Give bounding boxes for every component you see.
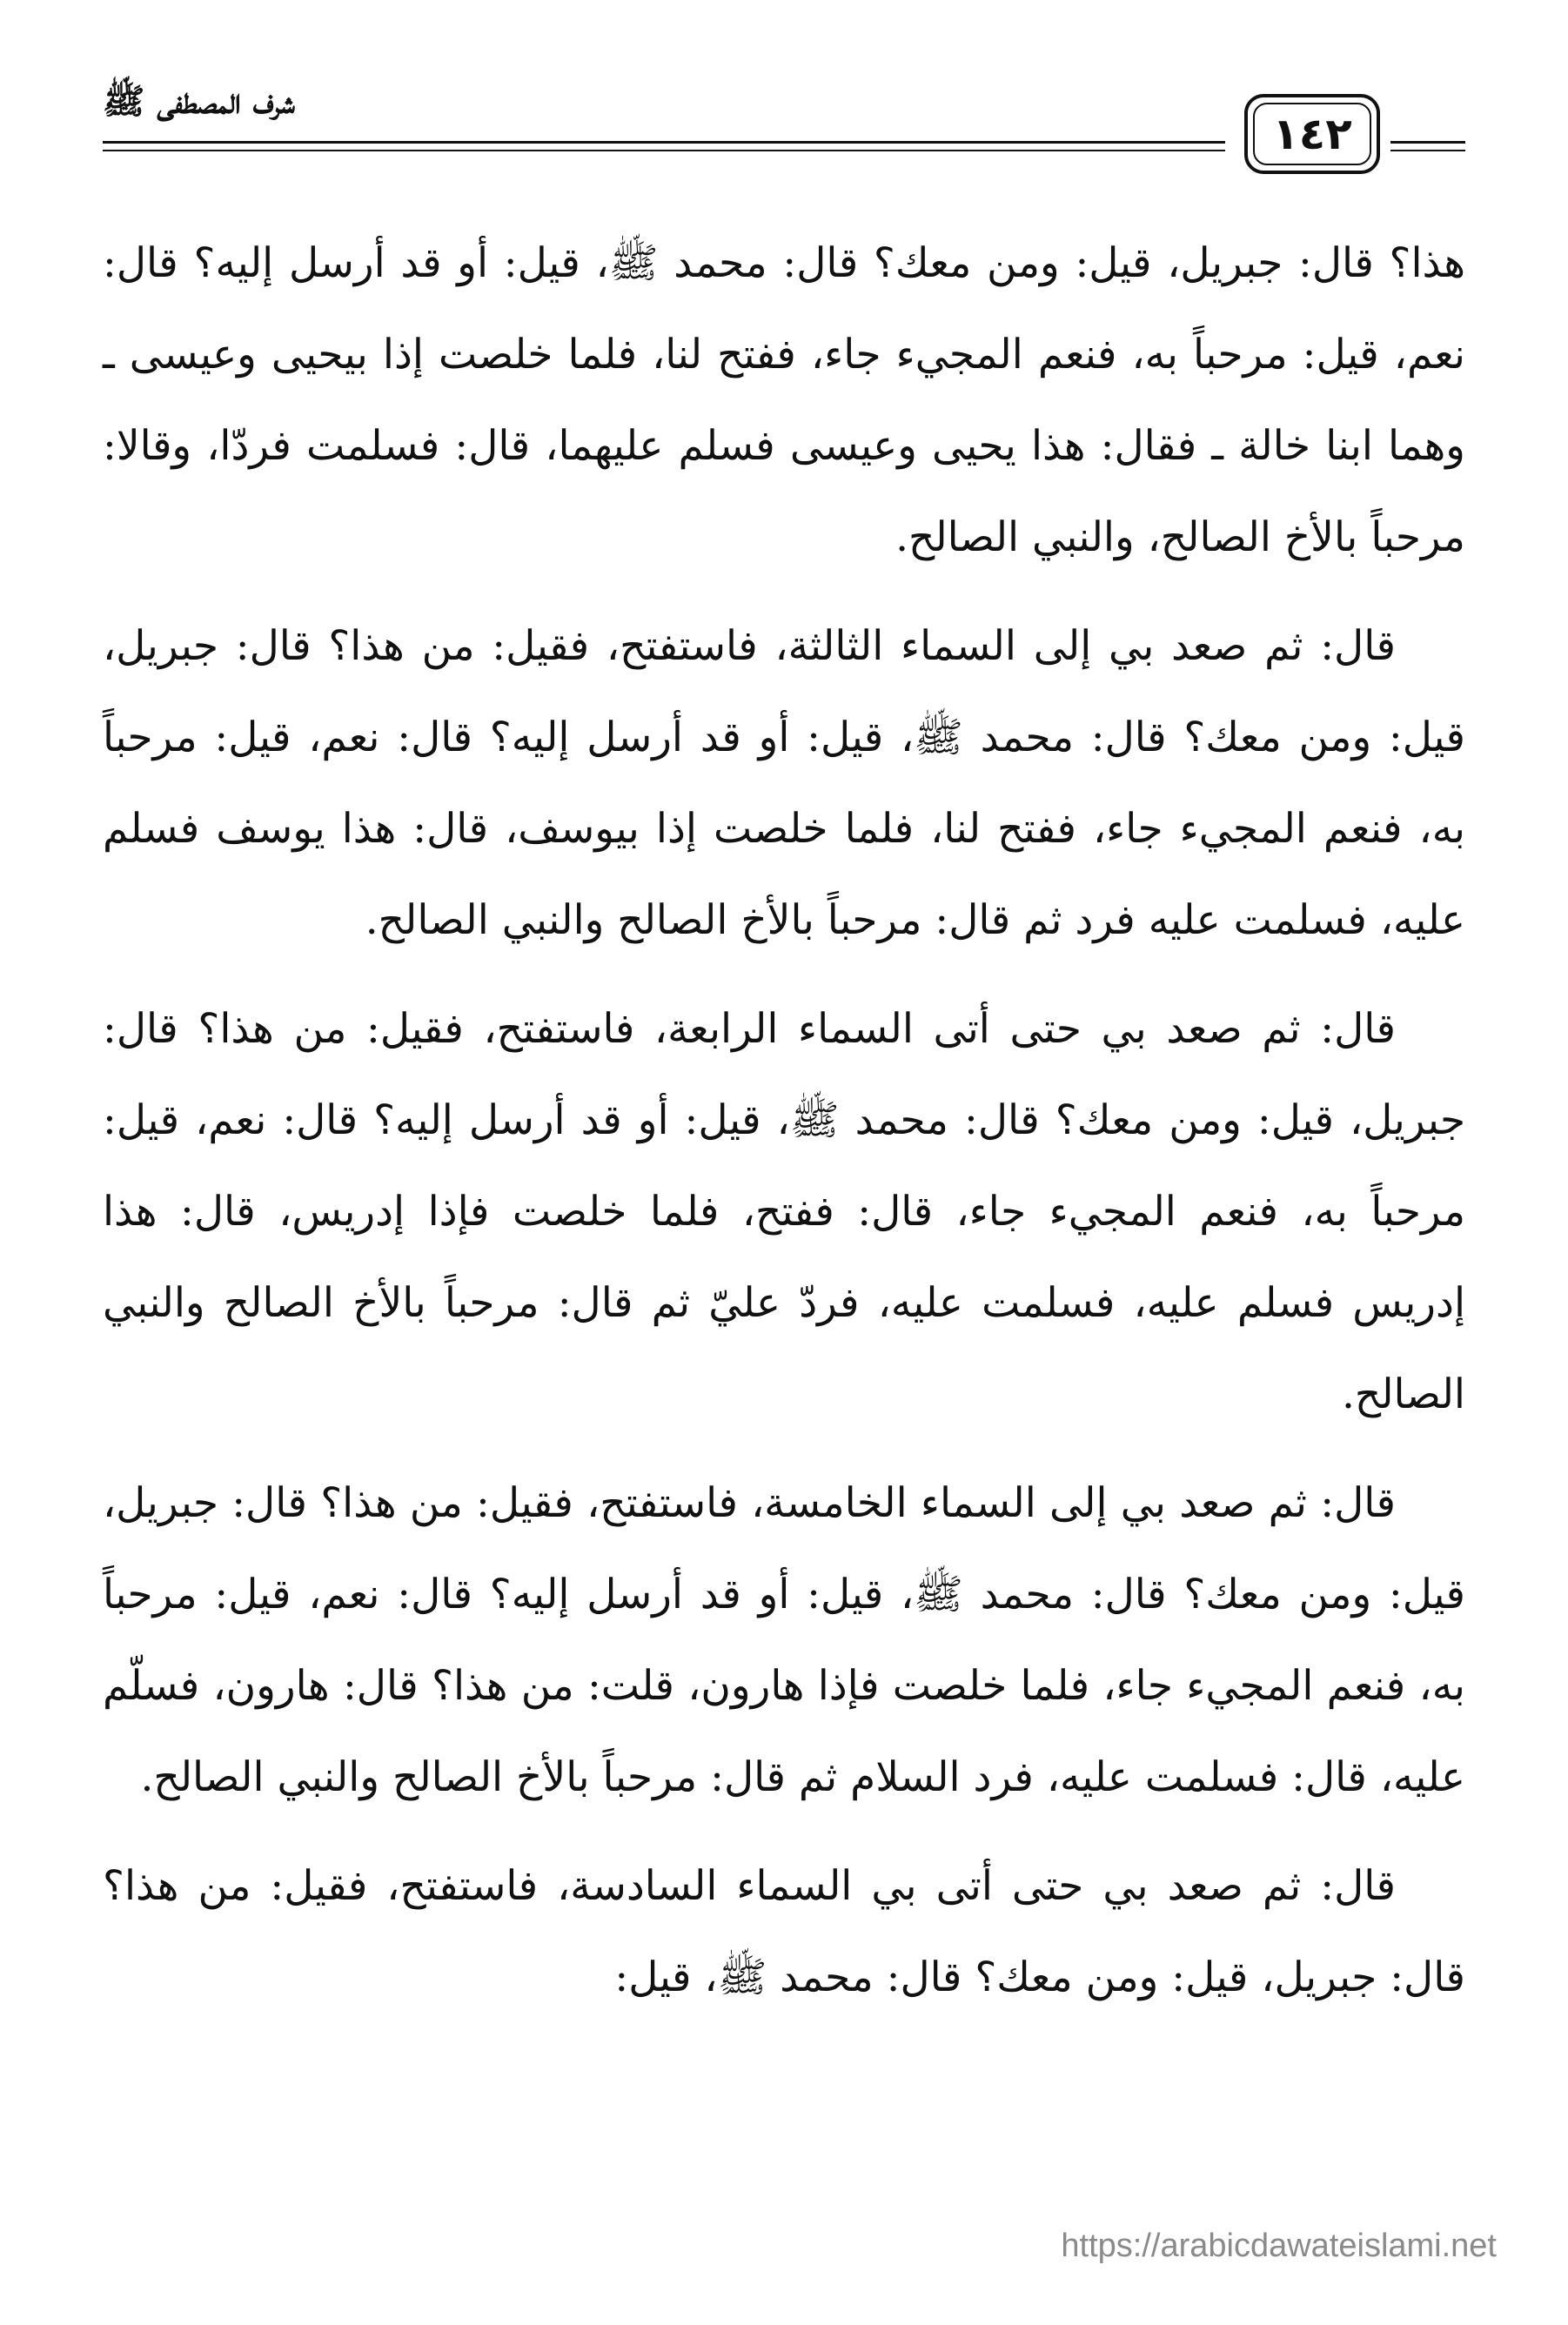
paragraph: هذا؟ قال: جبريل، قيل: ومن معك؟ قال: محمد ﷺ، قيل: أو قد أرسل إليه؟ قال: نعم، قيل: مرحباً به، فنعم المجيء جاء، ففتح لنا، فلما خلصت إذا بيحيى وعيسى ـ وهما ابنا خالة ـ فقال: هذا يحيى وعيسى فسلم عليهما، قال: فسلمت فردّا، وقالا: مرحباً بالأخ الصالح، والنبي الصالح. xyxy=(103,239,1465,561)
paragraph: قال: ثم صعد بي إلى السماء الثالثة، فاستفتح، فقيل: من هذا؟ قال: جبريل، قيل: ومن معك؟ قال: محمد ﷺ، قيل: أو قد أرسل إليه؟ قال: نعم، قيل: مرحباً به، فنعم المجيء جاء، ففتح لنا، فلما خلصت إذا بيوسف، قال: هذا يوسف فسلم عليه، فسلمت عليه فرد ثم قال: مرحباً بالأخ الصالح والنبي الصالح. xyxy=(103,622,1465,944)
page-number: ١٤٢ xyxy=(1253,103,1371,165)
header-rule xyxy=(1390,150,1465,151)
header-rule xyxy=(1390,141,1465,144)
page-number-frame xyxy=(1244,94,1380,174)
book-title: شرف المصطفى ﷺ xyxy=(103,81,295,122)
header-rule xyxy=(103,150,1225,151)
paragraph: قال: ثم صعد بي حتى أتى بي السماء السادسة، فاستفتح، فقيل: من هذا؟ قال: جبريل، قيل: ومن معك؟ قال: محمد ﷺ، قيل: xyxy=(103,1862,1465,2001)
paragraph: قال: ثم صعد بي إلى السماء الخامسة، فاستفتح، فقيل: من هذا؟ قال: جبريل، قيل: ومن معك؟ قال: محمد ﷺ، قيل: أو قد أرسل إليه؟ قال: نعم، قيل: مرحباً به، فنعم المجيء جاء، فلما خلصت فإذا هارون، قلت: من هذا؟ قال: هارون، فسلّم عليه، قال: فسلمت عليه، فرد السلام ثم قال: مرحباً بالأخ الصالح والنبي الصالح. xyxy=(103,1479,1465,1801)
paragraph: قال: ثم صعد بي حتى أتى السماء الرابعة، فاستفتح، فقيل: من هذا؟ قال: جبريل، قيل: ومن معك؟ قال: محمد ﷺ، قيل: أو قد أرسل إليه؟ قال: نعم، قيل: مرحباً به، فنعم المجيء جاء، قال: ففتح، فلما خلصت فإذا إدريس، قال: هذا إدريس فسلم عليه، فسلمت عليه، فردّ عليّ ثم قال: مرحباً بالأخ الصالح والنبي الصالح. xyxy=(103,1005,1465,1418)
page-header xyxy=(103,77,1465,181)
watermark-url: https://arabicdawateislami.net xyxy=(1061,2228,1497,2264)
body-text xyxy=(103,218,1465,2040)
header-rule xyxy=(103,141,1225,144)
